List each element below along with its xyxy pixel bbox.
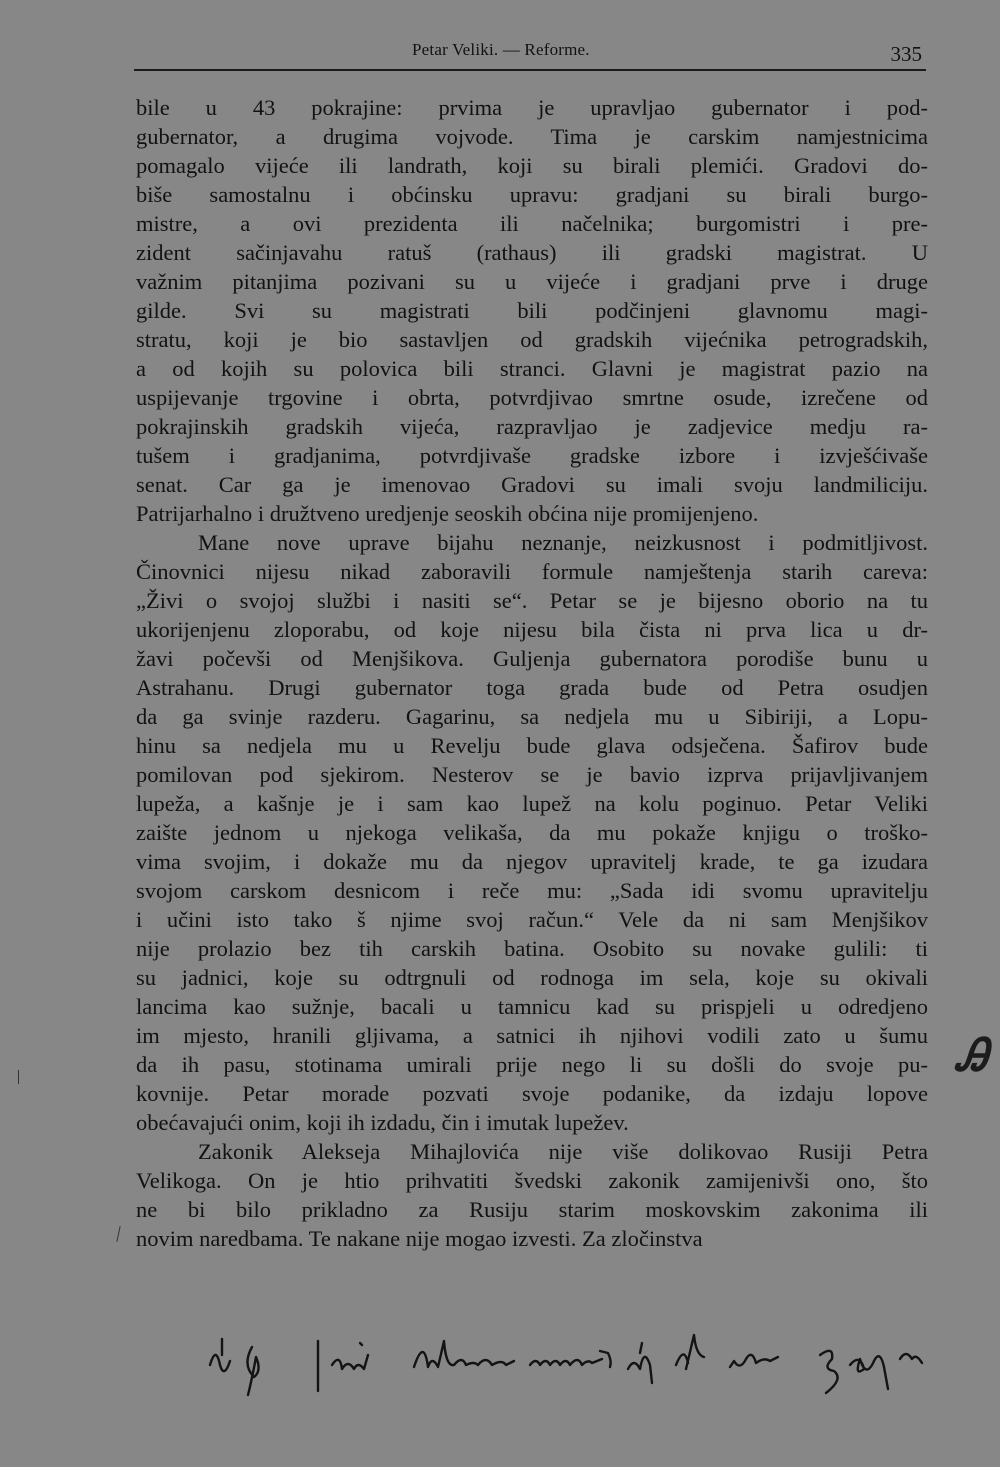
text-line: pokrajinskih gradskih vijeća, razpravljao je zadjevice medju ra- [136, 414, 928, 439]
text-line: i učini isto tako š njime svoj račun.“ Vele da ni sam Menjšikov [136, 907, 928, 932]
text-line: obećavajući onim, koji ih izdadu, čin i imutak lupežev. [136, 1110, 629, 1135]
running-title: Petar Veliki. — Reforme. [412, 40, 590, 59]
margin-tick-mark [116, 1226, 120, 1242]
text-line: Mane nove uprave bijahu neznanje, neizkusnost i podmitljivost. [198, 530, 928, 555]
text-line: gilde. Svi su magistrati bili podčinjeni glavnomu magi- [136, 298, 928, 323]
body-text [136, 93, 928, 1253]
text-line: Velikoga. On je htio prihvatiti švedski zakonik zamijenivši ono, što [136, 1168, 928, 1193]
text-line: Patrijarhalno i družtveno uredjenje seoskih obćina nije promijenjeno. [136, 501, 759, 526]
text-line: bile u 43 pokrajine: prvima je upravljao gubernator i pod- [136, 95, 928, 120]
text-line: biše samostalnu i obćinsku upravu: gradjani su birali burgo- [136, 182, 928, 207]
text-line: da ga svinje razderu. Gagarinu, sa nedjela mu u Sibiriji, a Lopu- [136, 704, 928, 729]
running-header [130, 36, 930, 70]
text-line: Zakonik Alekseja Mihajlovića nije više dolikovao Rusiji Petra [198, 1139, 928, 1164]
text-line: stratu, koji je bio sastavljen od gradskih vijećnika petrogradskih, [136, 327, 928, 352]
margin-annotation-mark: Ꭿ [956, 1030, 988, 1081]
text-line: mistre, a ovi prezidenta ili načelnika; burgomistri i pre- [136, 211, 928, 236]
text-line: Činovnici nijesu nikad zaboravili formule namještenja starih careva: [136, 559, 928, 584]
text-line: „Živi o svojoj službi i nasiti se“. Petar se je bijesno oborio na tu [136, 588, 928, 613]
text-line: su jadnici, koje su odtrgnuli od rodnoga im sela, koje su okivali [136, 965, 928, 990]
page-number: 335 [890, 42, 922, 66]
text-line: nije prolazio bez tih carskih batina. Osobito su novake gulili: ti [136, 936, 928, 961]
handwritten-note-scribble [200, 1325, 990, 1405]
text-line: ukorijenjenu zloporabu, od koje nijesu bila čista ni prva lica u dr- [136, 617, 928, 642]
text-line: tušem i gradjanima, potvrdjivaše gradske izbore i izvješćivaše [136, 443, 928, 468]
text-line: lancima kao sužnje, bacali u tamnicu kad su prispjeli u odredjeno [136, 994, 928, 1019]
text-line: vima svojim, i dokaže mu da njegov upravitelj krade, te ga izudara [136, 849, 928, 874]
header-rule [134, 69, 926, 71]
text-line: svojom carskom desnicom i reče mu: „Sada idi svomu upravitelju [136, 878, 928, 903]
text-line: ne bi bilo prikladno za Rusiju starim moskovskim zakonima ili [136, 1197, 928, 1222]
text-line: pomilovan pod sjekirom. Nesterov se je bavio izprva prijavljivanjem [136, 762, 928, 787]
text-line: lupeža, a kašnje je i sam kao lupež na kolu poginuo. Petar Veliki [136, 791, 928, 816]
text-line: da ih pasu, stotinama umirali prije nego li su došli do svoje pu- [136, 1052, 928, 1077]
margin-tick-mark [18, 1070, 19, 1084]
text-line: pomagalo vijeće ili landrath, koji su birali plemići. Gradovi do- [136, 153, 928, 178]
text-line: kovnije. Petar morade pozvati svoje podanike, da izdaju lopove [136, 1081, 928, 1106]
text-line: zaište jednom u njekoga velikaša, da mu pokaže knjigu o troško- [136, 820, 928, 845]
text-line: zident sačinjavahu ratuš (rathaus) ili gradski magistrat. U [136, 240, 928, 265]
handwritten-note [200, 1325, 990, 1405]
text-line: važnim pitanjima pozivani su u vijeće i gradjani prve i druge [136, 269, 928, 294]
text-line: Astrahanu. Drugi gubernator toga grada bude od Petra osudjen [136, 675, 928, 700]
text-line: im mjesto, hranili gljivama, a satnici ih njihovi vodili zato u šumu [136, 1023, 928, 1048]
text-line: hinu sa nedjela mu u Revelju bude glava odsječena. Šafirov bude [136, 733, 928, 758]
text-line: gubernator, a drugima vojvode. Tima je carskim namjestnicima [136, 124, 928, 149]
text-line: žavi počevši od Menjšikova. Guljenja gubernatora porodiše bunu u [136, 646, 928, 671]
text-line: novim naredbama. Te nakane nije mogao izvesti. Za zločinstva [136, 1226, 703, 1251]
text-line: senat. Car ga je imenovao Gradovi su imali svoju landmiliciju. [136, 472, 928, 497]
text-line: a od kojih su polovica bili stranci. Glavni je magistrat pazio na [136, 356, 928, 381]
text-line: uspijevanje trgovine i obrta, potvrdjivao smrtne osude, izrečene od [136, 385, 928, 410]
